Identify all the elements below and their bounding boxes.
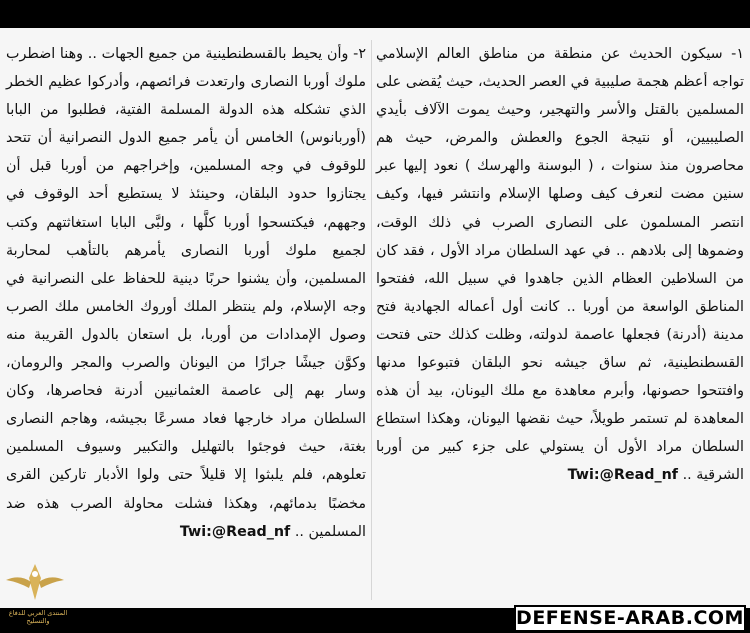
left-column-text: ٢- وأن يحيط بالقسطنطينية من جميع الجهات .. وهنا اضطرب ملوك أوربا النصارى وارتعدت فرائصهم، وأدركوا عظيم الخطر الذي تشكله هذه الدولة المسلمة الفتية، فطلبوا من البابا (أوربانوس) الخامس أن يأمر جميع الدول النصرانية أن تتحد للوقوف في وجه المسلمين، وإخراجهم من أوربا قبل أن يجتازوا حدود البلقان، وحينئذ لا يستطيع أحد الوقوف في وجههم، فيكتسحوا أوربا كلَّها ، ولبَّى البابا استغاثتهم وكتب لجميع ملوك أوربا النصارى يأمرهم بالتأهب لمحاربة المسلمين، وأن يشنوا حربًا دينية للحفاظ على النصرانية في وجه الإسلام، ولم ينتظر الملك أوروك الخامس ملك الصرب وصول الإمدادات من أوربا، بل استعان بالدول القريبة منه وكوَّن جيشًا جرارًا من اليونان والصرب والمجر والرومان، وسار بهم إلى عاصمة العثمانيين أدرنة فحاصرها، وكان السلطان مراد خارجها فعاد مسرعًا بجيشه، وهاجم النصارى بغتة، حيث فوجئوا بالتهليل والتكبير وسيوف المسلمين تعلوهم، فلم يلبثوا إلا قليلاً حتى ولوا الأدبار تاركين القرى مخضبًا بدمائهم، وهكذا فشلت محاولة الصرب هذه ضد المسلمين .. Twi:@Read_nf	[6, 46, 366, 540]
left-column	[6, 40, 366, 546]
right-column-text: ١- سيكون الحديث عن منطقة من مناطق العالم الإسلامي تواجه أعظم هجمة صليبية في العصر الحديث، حيث يُقضى على المسلمين بالقتل والأسر والتهجير، وحيث يموت الآلاف بأيدي الصليبيين، أو نتيجة الجوع والعطش والمرض، حيث هم محاصرون منذ سنوات ، ( البوسنة والهرسك ) نعود إليها عبر سنين مضت لنعرف كيف وصلها الإسلام وانتشر فيها، وكيف انتصر المسلمون على النصارى الصرب في ذلك الوقت، وضموها إلى بلادهم .. في عهد السلطان مراد الأول ، فقد كان من السلاطين العظام الذين جاهدوا في سبيل الله، ففتحوا المناطق الواسعة من أوربا .. كانت أول أعماله الجهادية فتح مدينة (أدرنة) فجعلها عاصمة لدولته، وظلت كذلك حتى فتحت القسطنطينية، ثم ساق جيشه نحو البلقان فتبوعوا مدنها وافتتحوا حصونها، وأبرم معاهدة مع ملك اليونان، بيد أن هذه المعاهدة لم تستمر طويلاً، حيث نقضها اليونان، وهكذا استطاع السلطان مراد الأول أن يستولي على جزء كبير من أوربا الشرقية .. Twi:@Read_nf	[376, 46, 744, 484]
twitter-handle-right: Twi:@Read_nf	[567, 467, 679, 484]
twitter-handle-left: Twi:@Read_nf	[179, 523, 291, 540]
right-column	[376, 40, 744, 490]
column-divider	[371, 40, 372, 600]
logo-caption: المنتدى العربي للدفاع والتسليح	[8, 609, 68, 625]
top-black-bar	[0, 0, 750, 28]
site-watermark: DEFENSE-ARAB.COM	[514, 605, 746, 632]
forum-logo-icon	[4, 560, 66, 606]
